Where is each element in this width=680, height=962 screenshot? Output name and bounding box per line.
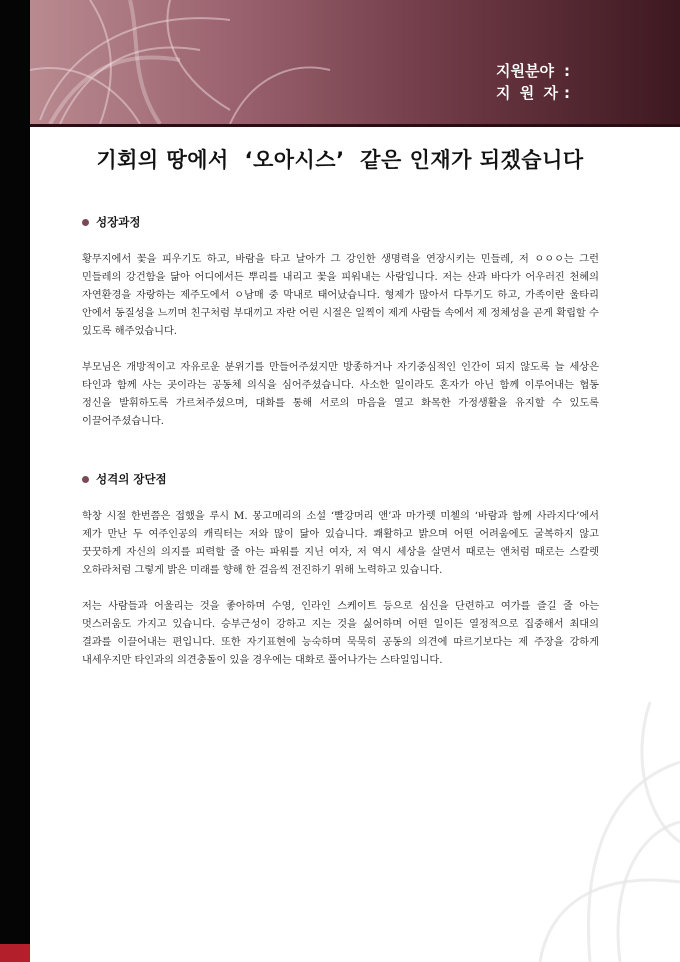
applicant-info xyxy=(496,60,570,104)
field-row xyxy=(496,60,570,82)
bullet-icon xyxy=(82,476,89,483)
document-body xyxy=(82,214,599,670)
bullet-icon xyxy=(82,219,89,226)
watermark-swirl-decoration xyxy=(420,702,680,962)
section-heading-text: 성격의 장단점 xyxy=(96,472,167,486)
section-heading xyxy=(82,214,599,230)
paragraph: 황무지에서 꽃을 피우기도 하고, 바람을 타고 날아가 그 강인한 생명력을 연장시키는 민들레, 저 ㅇㅇㅇ는 그런 민들레의 강건함을 닮아 어디에서든 뿌리를 내리고 꽃을 피워내는 사람입니다. 저는 산과 바다가 어우러진 천혜의 자연환경을 자랑하는 제주도에서 ㅇ남매 중 막내로 태어났습니다. 형제가 많아서 다투기도 하고, 가족이란 울타리 안에서 동질성을 느끼며 친구처럼 부대끼고 자란 어린 시절은 일찍이 제게 사람들 속에서 제 정체성을 곧게 확립할 수 있도록 해주었습니다. xyxy=(82,254,599,337)
paragraph: 부모님은 개방적이고 자유로운 분위기를 만들어주셨지만 방종하거나 자기중심적인 인간이 되지 않도록 늘 세상은 타인과 함께 사는 곳이라는 공동체 의식을 심어주셨습니다. 사소한 일이라도 혼자가 아닌 함께 이루어내는 협동 정신을 발휘하도록 가르쳐주셨으며, 대화를 통해 서로의 마음을 열고 화목한 가정생활을 유지할 수 있도록 이끌어주셨습니다. xyxy=(82,362,599,427)
page-title: 기회의 땅에서 ‘오아시스’ 같은 인재가 되겠습니다 xyxy=(96,148,584,172)
paragraph: 저는 사람들과 어울리는 것을 좋아하며 수영, 인라인 스케이트 등으로 심신을 단련하고 여가를 즐길 줄 아는 멋스러움도 가지고 있습니다. 승부근성이 강하고 지는 것을 싫어하며 어떤 일이든 열정적으로 집중해서 최대의 결과를 이끌어내는 편입니다. 또한 자기표현에 능숙하며 묵묵히 공동의 의견에 따르기보다는 제 주장을 강하게 내세우지만 타인과의 의견충돌이 있을 경우에는 대화로 풀어나가는 스타일입니다. xyxy=(82,601,599,666)
section-heading-text: 성장과정 xyxy=(96,215,141,229)
field-label: 지원분야 xyxy=(496,62,554,80)
paragraph: 학창 시절 한번쯤은 접했을 루시 M. 몽고메리의 소설 ‘빨강머리 앤’과 마가렛 미첼의 ‘바람과 함께 사라지다’에서 제가 만난 두 여주인공의 캐릭터는 저와 많이 닮아 있습니다. 쾌활하고 밝으며 어떤 어려움에도 굴복하지 않고 꿋꿋하게 자신의 의지를 피력할 줄 아는 파워를 지닌 여자, 저 역시 세상을 살면서 때로는 앤처럼 때로는 스칼렛 오하라처럼 그렇게 밝은 미래를 향해 한 걸음씩 전진하기 위해 노력하고 있습니다. xyxy=(82,511,599,576)
left-red-accent xyxy=(0,944,30,962)
applicant-colon: : xyxy=(564,84,570,102)
header-banner xyxy=(30,0,680,124)
applicant-label: 지 원 자 xyxy=(496,84,558,102)
field-colon: : xyxy=(564,62,570,80)
header-swirl-decoration xyxy=(30,0,680,124)
applicant-row xyxy=(496,82,570,104)
header-divider xyxy=(30,124,680,127)
section-heading xyxy=(82,471,599,487)
section-growth xyxy=(82,214,599,431)
section-personality xyxy=(82,471,599,670)
left-decorative-bar xyxy=(0,0,30,962)
